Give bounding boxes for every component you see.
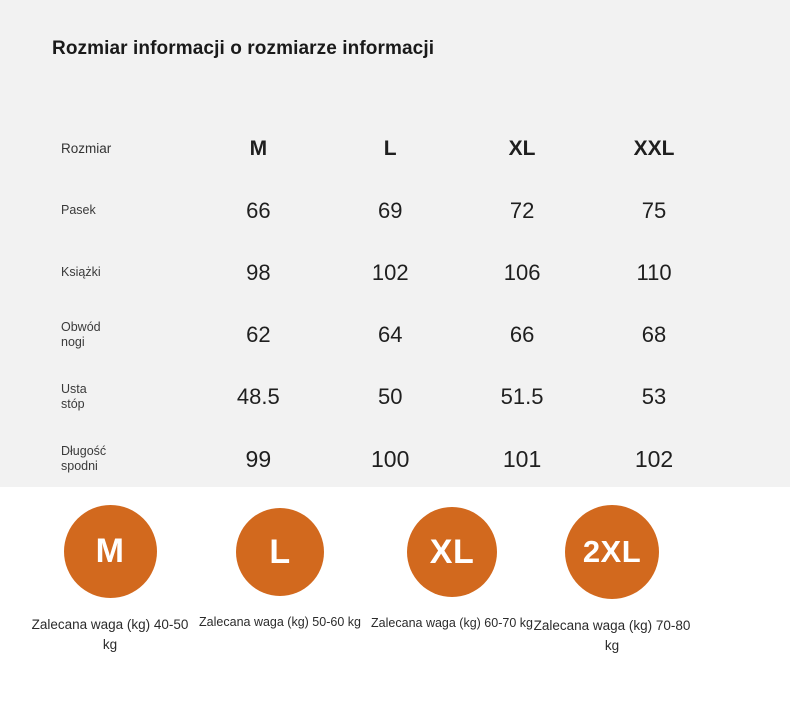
cell-hip-m: 98 [246,260,271,285]
table-row [40,304,720,366]
cell-hem-m: 48.5 [236,384,280,409]
row-label-length-line2: spodni [61,459,98,473]
column-header-xxl: XXL [633,137,675,160]
size-circle-l: L [236,508,324,596]
row-label-thigh [40,304,192,366]
table-row [40,242,720,304]
cell-thigh-m: 62 [246,322,271,347]
recommended-weight-section [0,487,790,722]
row-label-thigh-line2: nogi [61,335,85,349]
cell-waist-xxl: 75 [641,198,667,223]
cell-hem-l: 50 [377,384,403,409]
cell-hip-xl: 106 [503,260,541,285]
cell-thigh-xl: 66 [509,322,535,347]
page-title: Rozmiar informacji o rozmiarze informacji [52,38,435,59]
row-label-waist: Pasek [61,203,96,218]
cell-thigh-xxl: 68 [641,322,667,347]
row-label-hip: Książki [61,265,101,280]
size-circle-m: M [64,505,157,598]
size-badge-m [24,505,196,654]
column-header-m: M [249,137,268,160]
column-header-xl: XL [508,137,536,160]
table-row [40,366,720,428]
size-circle-xl: XL [407,507,497,597]
table-corner-label: Rozmiar [61,140,112,156]
size-circle-2xl: 2XL [565,505,659,599]
table-row [40,428,720,490]
size-badge-xl [366,505,538,632]
cell-length-l: 100 [371,445,410,472]
column-header-l: L [383,137,397,160]
row-label-hem-line1: Usta [61,381,87,396]
cell-waist-xl: 72 [509,198,535,223]
row-label-thigh-line1: Obwód [61,319,101,334]
cell-hip-l: 102 [371,260,409,285]
cell-waist-m: 66 [246,198,271,223]
weight-caption-2xl: Zalecana waga (kg) 70-80 kg [533,618,691,653]
cell-length-m: 99 [245,445,272,472]
cell-length-xxl: 102 [634,445,674,472]
cell-waist-l: 69 [377,198,403,223]
size-badge-l [194,505,366,631]
size-table [40,118,720,490]
cell-hem-xxl: 53 [641,384,667,409]
cell-length-xl: 101 [502,445,542,472]
weight-caption-m: Zalecana waga (kg) 40-50 kg [31,617,189,652]
table-header-row [40,118,720,180]
table-row [40,180,720,242]
row-label-hem-line2: stóp [61,397,85,411]
cell-hip-xxl: 110 [636,260,672,285]
cell-thigh-l: 64 [377,322,403,347]
weight-caption-xl: Zalecana waga (kg) 60-70 kg [371,616,533,630]
row-label-length [40,428,192,490]
size-badge-2xl [526,505,698,655]
weight-caption-l: Zalecana waga (kg) 50-60 kg [199,615,361,629]
row-label-length-line1: Długość [61,443,107,458]
row-label-hem [40,366,192,428]
cell-hem-xl: 51.5 [500,384,544,409]
